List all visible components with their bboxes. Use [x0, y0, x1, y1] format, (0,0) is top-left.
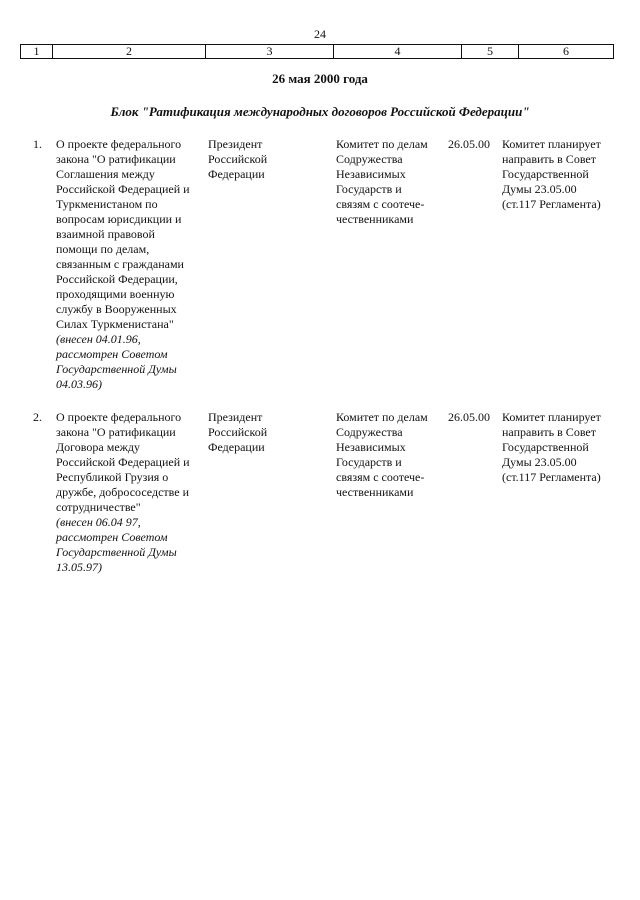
block-heading: Блок "Ратификация международных договоров Российской Федерации": [110, 104, 530, 119]
entry-date: 26.05.00: [448, 410, 490, 424]
column-header-5: 5: [462, 45, 519, 58]
entry-committee: Комитет по делам Содружества Независимых Государств и связям с соотече- чественниками: [336, 137, 428, 226]
entry-initiator: Президент Российской Федерации: [208, 410, 268, 454]
column-header-2: 2: [53, 45, 206, 58]
column-header-1: 1: [21, 45, 53, 58]
entry-remark: Комитет планирует направить в Совет Государственной Думы 23.05.00 (ст.117 Регламента): [502, 410, 601, 484]
entry-date: 26.05.00: [448, 137, 490, 151]
column-header-row: [20, 44, 614, 59]
project-title: О проекте федерального закона "О ратификации Соглашения между Российской Федерацией и Туркменистаном по вопросам юрисдикции и взаимной правовой помощи по делам, связанным с гражданами Российской Федерации, проходящими военную службу в Вооруженных Силах Туркменистана": [56, 137, 190, 331]
column-header-6: 6: [563, 44, 569, 58]
entry-committee: Комитет по делам Содружества Независимых Государств и связям с соотече- чественниками: [336, 410, 428, 499]
project-note: (внесен 04.01.96, рассмотрен Советом Государственной Думы 04.03.96): [56, 332, 177, 391]
entry-project: [56, 137, 206, 392]
entry-project: [56, 410, 206, 575]
entry-number: 1.: [33, 137, 42, 151]
entry-initiator: Президент Российской Федерации: [208, 137, 268, 181]
project-title: О проекте федерального закона "О ратификации Договора между Российской Федерацией и Республикой Грузия о дружбе, добрососедстве и сотрудничестве": [56, 410, 190, 514]
column-header-4: 4: [334, 45, 462, 58]
column-header-3: 3: [206, 45, 334, 58]
project-note: (внесен 06.04 97, рассмотрен Советом Государственной Думы 13.05.97): [56, 515, 177, 574]
entry-number: 2.: [33, 410, 42, 424]
page-number: 24: [314, 27, 326, 41]
entry-remark: Комитет планирует направить в Совет Государственной Думы 23.05.00 (ст.117 Регламента): [502, 137, 601, 211]
date-heading: 26 мая 2000 года: [272, 71, 368, 86]
